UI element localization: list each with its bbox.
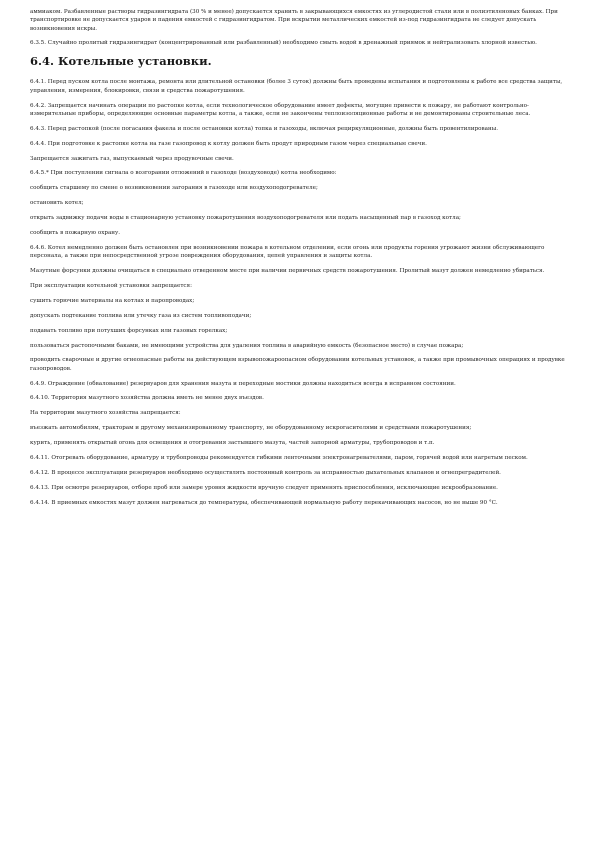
paragraph: 6.4.3. Перед растопкой (после погасания факела и после остановки котла) топка и газоходы, включая рециркуляционные, должны быть провентилированы.	[30, 125, 498, 132]
paragraph: 6.4.5.* При поступлении сигнала о возгорании отложений в газоходе (воздуховоде) котла необходимо:	[30, 170, 337, 177]
section-heading: 6.4. Котельные установки.	[30, 54, 212, 69]
paragraph: 6.4.11. Отогревать оборудование, арматуру и трубопроводы рекомендуется гибкими ленточными электронагревателями, паром, горячей водой или нагретым песком.	[30, 455, 528, 462]
paragraph: 6.3.5. Случайно пролитый гидразингидрат (концентрированный или разбавленный) необходимо смыть водой в дренажный приямок и нейтрализовать хлорной известью.	[30, 40, 537, 47]
paragraph: остановить котел;	[30, 200, 84, 207]
paragraph: аммиаком. Разбавленные растворы гидразингидрата (30 % и менее) допускается хранить в закрывающихся емкостях из углеродистой стали или в полиэтиленовых банках. При транспортировке не допускается ударов и падения емкостей с гидразингидратом. При вскрытии металлических емкостей из-под гидразингидрата не следует допускать возникновения искры.	[30, 9, 558, 32]
paragraph: сообщить в пожарную охрану.	[30, 229, 121, 236]
paragraph: курить, применять открытый огонь для освещения и отогревания застывшего мазута, частей запорной арматуры, трубопроводов и т.п.	[30, 440, 435, 447]
paragraph: 6.4.9. Ограждение (обвалование) резервуаров для хранения мазута и переходные мостики должны находиться всегда в исправном состоянии.	[30, 380, 456, 387]
paragraph: пользоваться растопочными баками, не имеющими устройства для удаления топлива в аварийную емкость (безопасное место) в случае пожара;	[30, 342, 464, 349]
paragraph: 6.4.10. Территория мазутного хозяйства должна иметь не менее двух въездов.	[30, 395, 264, 402]
paragraph: Запрещается зажигать газ, выпускаемый через продувочные свечи.	[30, 155, 234, 162]
paragraph: 6.4.4. При подготовке к растопке котла на газе газопровод к котлу должен быть продут природным газом через специальные свечи.	[30, 140, 427, 147]
paragraph: 6.4.13. При осмотре резервуаров, отборе проб или замере уровня жидкости вручную следует применять приспособления, исключающие искрообразование.	[30, 484, 498, 491]
paragraph: Мазутные форсунки должны очищаться в специально отведенном месте при наличии первичных средств пожаротушения. Пролитый мазут должен немедленно убираться.	[30, 268, 545, 275]
paragraph: допускать подтекание топлива или утечку газа из систем топливоподачи;	[30, 312, 252, 319]
paragraph: подавать топливо при потухших форсунках или газовых горелках;	[30, 327, 228, 334]
paragraph: При эксплуатации котельной установки запрещается:	[30, 282, 192, 289]
paragraph: 6.4.14. В приемных емкостях мазут должен нагреваться до температуры, обеспечивающей нормальную работу перекачивающих насосов, но не выше 90 °С.	[30, 499, 498, 506]
paragraph: открыть задвижку подачи воды в стационарную установку пожаротушения воздухоподогревателя или подать насыщенный пар в газоход котла;	[30, 215, 461, 222]
paragraph: На территории мазутного хозяйства запрещается:	[30, 410, 181, 417]
paragraph: 6.4.1. Перед пуском котла после монтажа, ремонта или длительной остановки (более 3 суток) должны быть проведены испытания и подготовлены к работе все средства защиты, управления, измерения, блокировки, связи и средства пожаротушения.	[30, 79, 563, 94]
paragraph: 6.4.2. Запрещается начинать операции по растопке котла, если технологическое оборудование имеет дефекты, могущие привести к пожару, не работают контрольно-измерительные приборы, определяющие основные параметры котла, а также, если не закончены теплоизоляционные работы и не демонтированы строительные леса.	[30, 102, 531, 117]
paragraph: сообщить старшему по смене о возникновении загорания в газоходе или воздухоподогревателе;	[30, 185, 318, 192]
paragraph: 6.4.12. В процессе эксплуатации резервуаров необходимо осуществлять постоянный контроль за исправностью дыхательных клапанов и огнепреградителей.	[30, 469, 501, 476]
paragraph: проводить сварочные и другие огнеопасные работы на действующем взрывопожароопасном оборудовании котельных установок, а также при промывочных операциях и продувке газопроводов.	[30, 357, 565, 372]
paragraph: въезжать автомобилям, тракторам и другому механизированному транспорту, не оборудованному искрогасителями и средствами пожаротушения;	[30, 425, 472, 432]
paragraph: 6.4.6. Котел немедленно должен быть остановлен при возникновении пожара в котельном отделении, если огонь или продукты горения угрожают жизни обслуживающего персонала, а также при непосредственной угрозе повреждения оборудования, цепей управления и защиты котла.	[30, 244, 545, 260]
paragraph: сушить горючие материалы на котлах и паропроводах;	[30, 297, 195, 304]
